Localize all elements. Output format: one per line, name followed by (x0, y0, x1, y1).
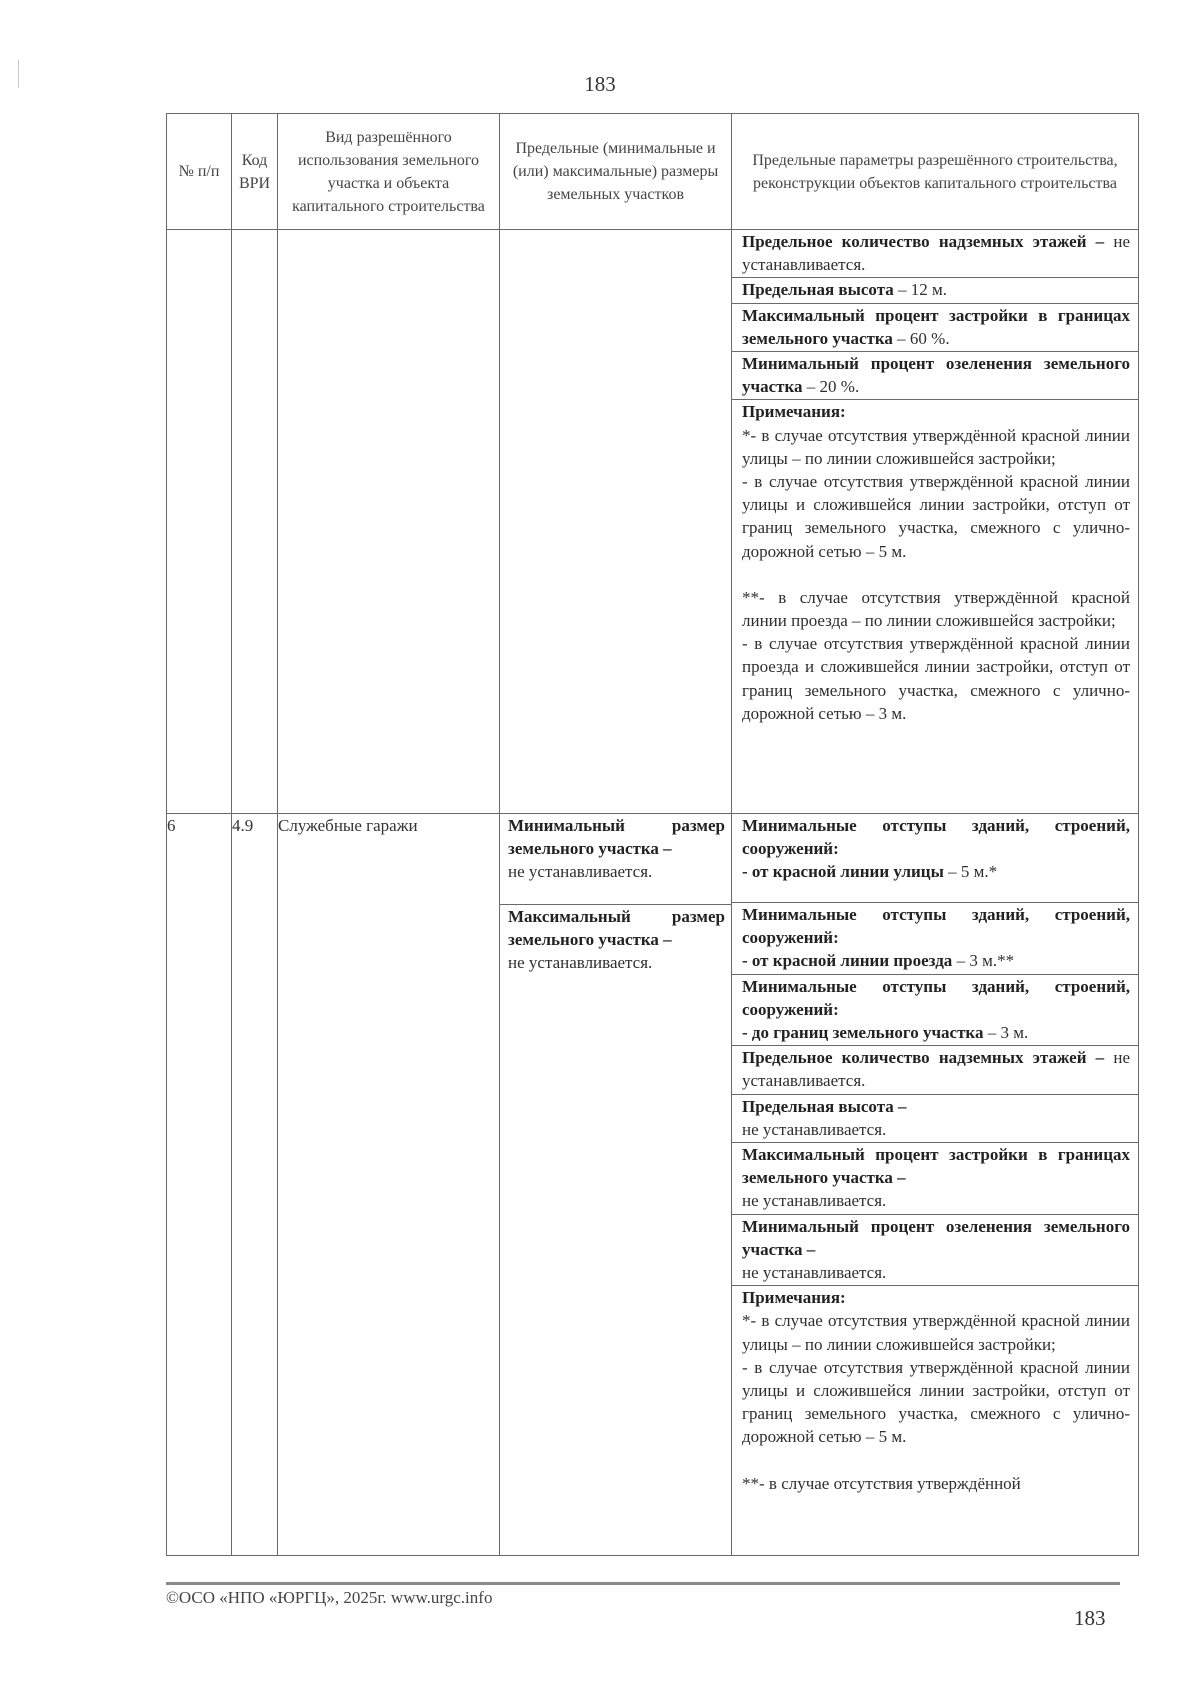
note-paragraph: - в случае отсутствия утверждённой красной линии улицы и сложившейся линии застройки, отступ от границ земельного участка, смежного с улично-дорожной сетью – 5 м. (742, 1357, 1130, 1447)
regulations-table (166, 113, 1139, 1556)
cont-num-cell (167, 230, 232, 814)
row6-code: 4.9 (232, 814, 278, 1556)
param-height: Предельная высота – не устанавливается. (732, 1095, 1138, 1143)
cont-size-cell (500, 230, 732, 814)
param-floors: Предельное количество надземных этажей – не устанавливается. (732, 1046, 1138, 1094)
cont-code-cell (232, 230, 278, 814)
note-paragraph: *- в случае отсутствия утверждённой красной линии улицы – по линии сложившейся застройки; (742, 425, 1130, 468)
row6-params-cell (732, 814, 1139, 1556)
param-setback-street: Минимальные отступы зданий, строений, сооружений: - от красной линии улицы – 5 м.* (732, 814, 1138, 903)
note-paragraph: *- в случае отсутствия утверждённой красной линии улицы – по линии сложившейся застройки; (742, 1311, 1130, 1354)
note-paragraph: - в случае отсутствия утверждённой красной линии проезда и сложившейся линии застройки, отступ от границ земельного участка, смежного с улично-дорожной сетью – 3 м. (742, 634, 1130, 723)
page-number-top: 183 (584, 72, 616, 96)
notes-block (732, 1286, 1138, 1496)
size-max: Максимальный размер земельного участка – не устанавливается. (508, 907, 725, 973)
param-height: Предельная высота – 12 м. (732, 278, 1138, 303)
footer-copyright: ©ОСО «НПО «ЮРГЦ», 2025г. www.urgc.info (166, 1588, 493, 1607)
footer-divider (166, 1582, 1120, 1585)
param-setback-boundary: Минимальные отступы зданий, строений, сооружений: - до границ земельного участка – 3 м. (732, 975, 1138, 1047)
header-kind: Вид разрешённого использования земельного участка и объекта капитального строительства (278, 114, 500, 230)
param-floors: Предельное количество надземных этажей – не устанавливается. (732, 230, 1138, 278)
cont-kind-cell (278, 230, 500, 814)
header-code: Код ВРИ (232, 114, 278, 230)
header-size: Предельные (минимальные и (или) максимальные) размеры земельных участков (500, 114, 732, 230)
note-paragraph: **- в случае отсутствия утверждённой красной линии проезда – по линии сложившейся застройки; (742, 587, 1130, 631)
table-row-6 (167, 814, 1139, 1556)
note-paragraph: **- в случае отсутствия утверждённой (742, 1473, 1021, 1493)
size-min: Минимальный размер земельного участка – не устанавливается. (500, 814, 731, 905)
header-num: № п/п (167, 114, 232, 230)
cont-params-cell (732, 230, 1139, 814)
notes-block (732, 400, 1138, 726)
notes-title: Примечания: (742, 402, 846, 422)
row6-size-cell (500, 814, 732, 1556)
param-setback-driveway: Минимальные отступы зданий, строений, сооружений: - от красной линии проезда – 3 м.** (732, 903, 1138, 975)
row6-num: 6 (167, 814, 232, 1556)
row6-kind: Служебные гаражи (278, 814, 500, 1556)
param-max-coverage: Максимальный процент застройки в границах земельного участка – не устанавливается. (732, 1143, 1138, 1215)
table-header-row (167, 114, 1139, 230)
note-paragraph: - в случае отсутствия утверждённой красной линии улицы и сложившейся линии застройки, отступ от границ земельного участка, смежного с улично-дорожной сетью – 5 м. (742, 472, 1130, 561)
table-row-continuation (167, 230, 1139, 814)
header-params: Предельные параметры разрешённого строительства, реконструкции объектов капитального строительства (732, 114, 1139, 230)
param-min-greening: Минимальный процент озеленения земельного участка – не устанавливается. (732, 1215, 1138, 1287)
param-min-greening: Минимальный процент озеленения земельного участка – 20 %. (732, 352, 1138, 400)
page-number-bottom: 183 (1074, 1606, 1106, 1630)
param-max-coverage: Максимальный процент застройки в границах земельного участка – 60 %. (732, 304, 1138, 352)
notes-title: Примечания: (742, 1288, 846, 1308)
